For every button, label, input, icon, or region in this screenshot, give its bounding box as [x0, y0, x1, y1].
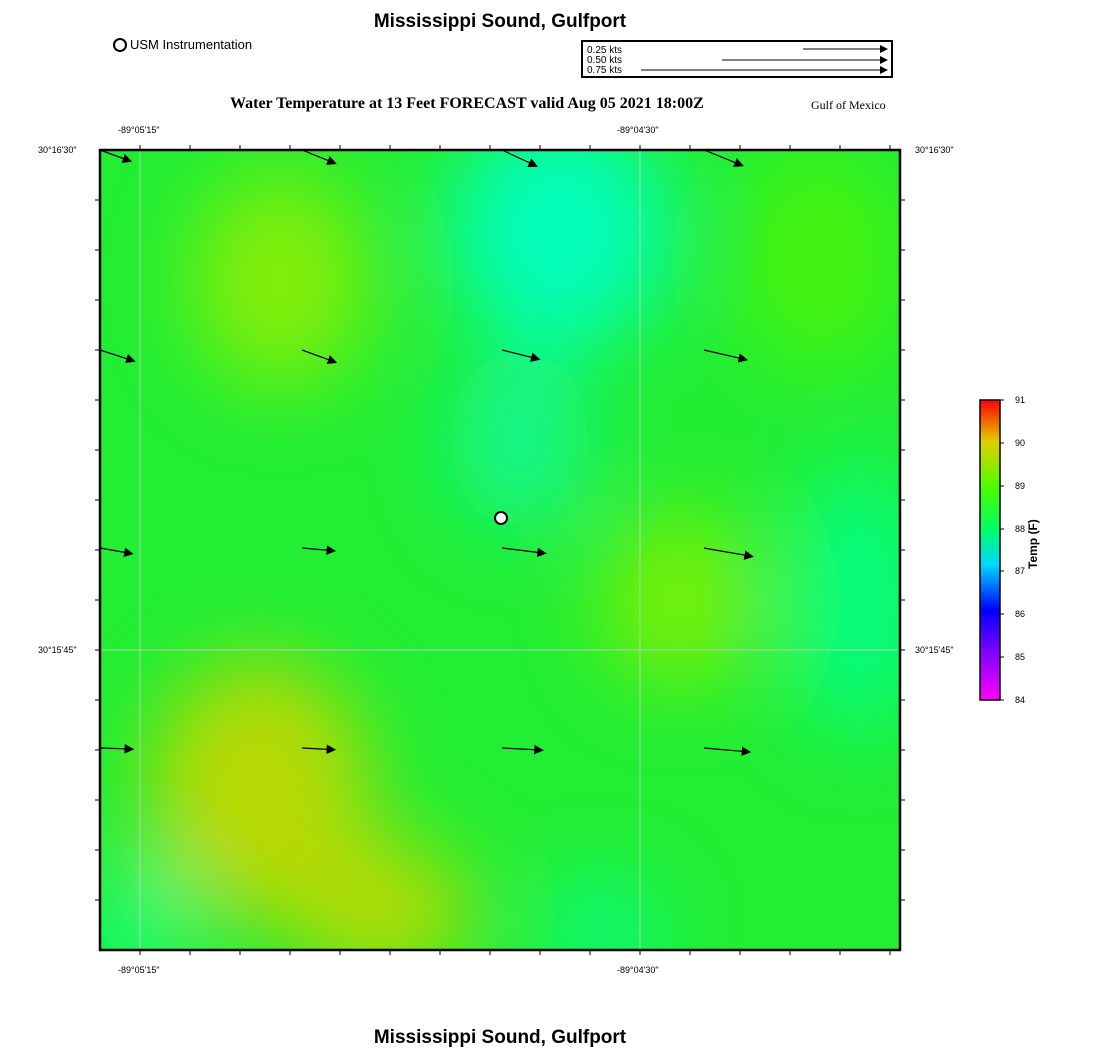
colorbar-tick-label: 88: [1015, 524, 1026, 534]
vector-legend-label: 0.75 kts: [587, 65, 623, 76]
page-title: Mississippi Sound, Gulfport: [373, 11, 627, 32]
colorbar-tick-label: 84: [1015, 695, 1026, 705]
lon-tick-label: -89°04'30": [617, 125, 659, 135]
colorbar-tick-label: 86: [1015, 609, 1026, 619]
lon-tick-label: -89°04'30": [617, 965, 659, 975]
colorbar-tick-label: 85: [1015, 652, 1026, 662]
lat-tick-label: 30°15'45": [38, 645, 77, 655]
temperature-field: [90, 110, 930, 980]
colorbar: [980, 400, 1000, 700]
usm-instrument-site[interactable]: [495, 512, 507, 524]
lon-tick-label: -89°05'15": [118, 965, 160, 975]
colorbar-tick-label: 90: [1015, 438, 1026, 448]
region-label: Gulf of Mexico: [811, 98, 886, 112]
instrument-legend-label: USM Instrumentation: [130, 37, 253, 52]
lat-tick-label: 30°16'30": [38, 145, 77, 155]
colorbar-tick-label: 91: [1015, 395, 1026, 405]
vector-legend-label: 0.50 kts: [587, 55, 623, 66]
lat-tick-label: 30°15'45": [915, 645, 954, 655]
colorbar-tick-label: 89: [1015, 481, 1026, 491]
lat-tick-label: 30°16'30": [915, 145, 954, 155]
footer-title: Mississippi Sound, Gulfport: [373, 1027, 627, 1048]
colorbar-tick-label: 87: [1015, 566, 1026, 576]
map-title: Water Temperature at 13 Feet FORECAST valid Aug 05 2021 18:00Z: [230, 95, 704, 112]
colorbar-title: Temp (F): [1026, 519, 1040, 569]
lon-tick-label: -89°05'15": [118, 125, 160, 135]
vector-legend-label: 0.25 kts: [587, 45, 623, 56]
